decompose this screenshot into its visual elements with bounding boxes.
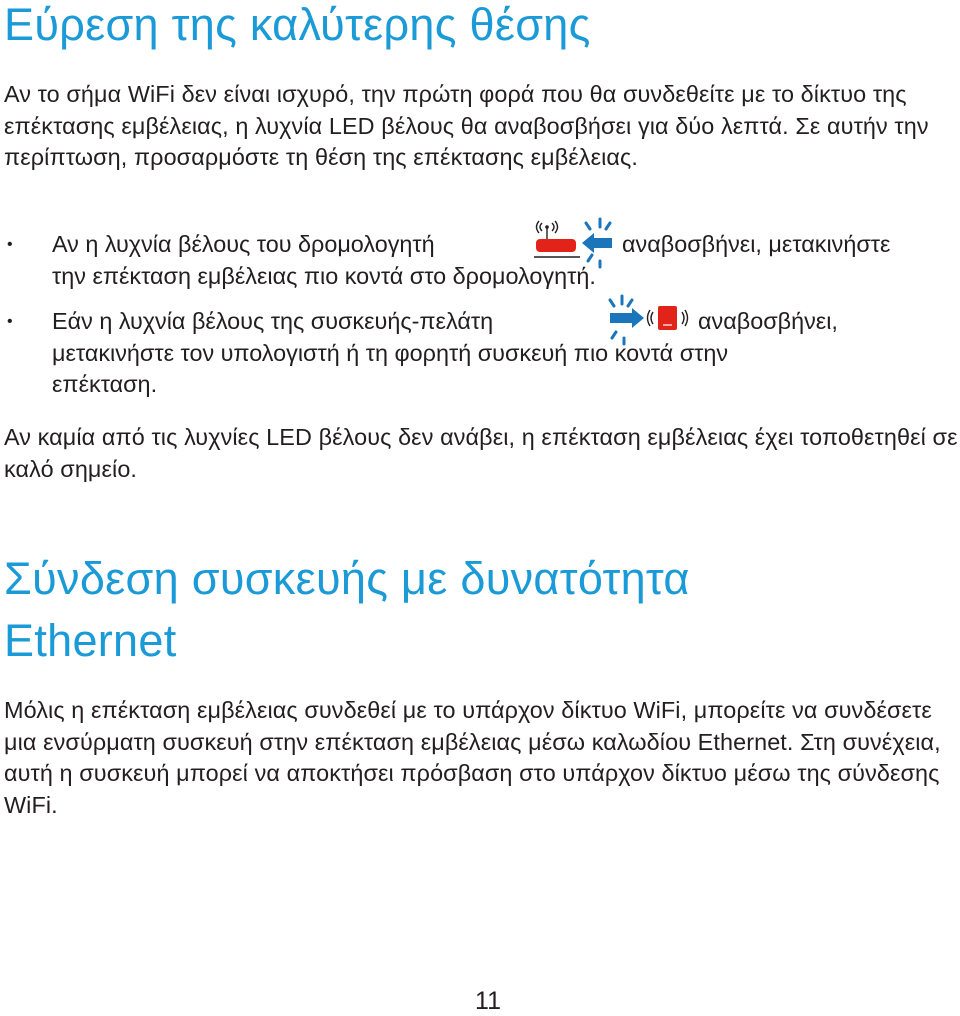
bullet-text-after-icon: αναβοσβήνει, μετακινήστε [622, 231, 891, 257]
bullet-text-after-icon: αναβοσβήνει, [698, 308, 838, 334]
bullet-text-before-icon: Αν η λυχνία βέλους του δρομολογητή [52, 231, 435, 257]
outro-paragraph: Αν καμία από τις λυχνίες LED βέλους δεν ανάβει, η επέκταση εμβέλειας έχει τοποθετηθεί σε καλό σημείο. [4, 424, 958, 482]
bullet-line-3: επέκταση. [52, 371, 158, 397]
bullet-line [52, 229, 435, 261]
ethernet-paragraph: Μόλις η επέκταση εμβέλειας συνδεθεί με το υπάρχον δίκτυο WiFi, μπορείτε να συνδέσετε μια ενσύρματη συσκευή στην επέκταση εμβέλειας μέσω καλωδίου Ethernet. Στη συνέχεια, αυτή η συσκευή μπορεί να αποκτήσει πρόσβαση στο υπάρχον δίκτυο μέσω της σύνδεσης WiFi. [4, 697, 941, 818]
section-title-line-1: Σύνδεση συσκευής με δυνατότητα [4, 553, 690, 604]
bullet-line-2: μετακινήστε τον υπολογιστή ή τη φορητή συσκευή πιο κοντά στην [52, 339, 729, 366]
section-title-ethernet [4, 548, 690, 672]
intro-paragraph: Αν το σήμα WiFi δεν είναι ισχυρό, την πρώτη φορά που θα συνδεθείτε με το δίκτυο της επέκτασης εμβέλειας, η λυχνία LED βέλους θα αναβοσβήσει για δύο λεπτά. Σε αυτήν την περίπτωση, προσαρμόστε τη θέση της επέκτασης εμβέλειας. [4, 81, 929, 170]
section-title-line-2: Ethernet [4, 615, 177, 666]
bullet-line [52, 306, 493, 338]
bullet-line [622, 229, 890, 261]
bullet-dot: • [7, 313, 13, 330]
bullet-text-before-icon: Εάν η λυχνία βέλους της συσκευής-πελάτη [52, 308, 494, 334]
bullet-dot: • [7, 236, 13, 253]
bullet-line-2: την επέκταση εμβέλειας πιο κοντά στο δρομολογητή. [52, 262, 596, 289]
bullet-line [698, 306, 838, 338]
page-number: 11 [475, 987, 501, 1015]
section-title-best-location: Εύρεση της καλύτερης θέσης [4, 0, 591, 50]
